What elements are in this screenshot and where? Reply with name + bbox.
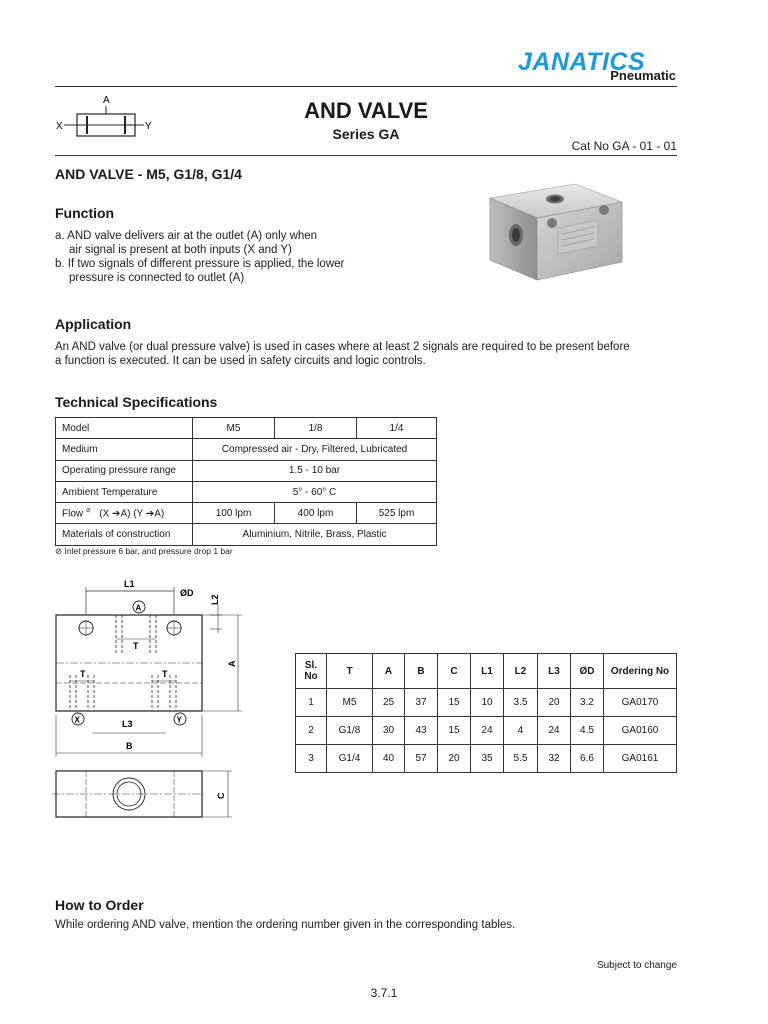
label-t-right: T [162,669,168,679]
dim-cell: 43 [405,717,438,745]
dim-header: C [438,654,471,689]
function-a-line1: a. AND valve delivers air at the outlet (A) only when [55,230,318,242]
function-b-line1: b. If two signals of different pressure is applied, the lower [55,258,345,270]
page-number: 3.7.1 [370,986,398,1000]
dim-cell: 30 [373,717,405,745]
ambient-value: 5° - 60° C [193,481,437,502]
header-divider [55,86,677,87]
dim-cell: 24 [471,717,504,745]
materials-label: Materials of construction [56,524,193,545]
footnote-icon: ⊘ [55,546,63,556]
brand-subtitle: Pneumatic [610,68,676,83]
page-title: AND VALVE [304,98,428,123]
dim-header: L2 [504,654,538,689]
flow-label: Flow [62,508,84,520]
dim-cell: 3.5 [504,689,538,717]
table-row [56,503,437,524]
symbol-label-x: X [56,121,63,132]
flow-g14: 525 lpm [357,503,437,524]
table-row [56,524,437,545]
dim-cell: GA0161 [604,745,677,773]
dim-header: A [373,654,405,689]
series-label: Series GA [332,126,400,142]
dimensions-table [295,653,677,773]
dim-cell: GA0160 [604,717,677,745]
flow-m5: 100 lpm [193,503,275,524]
dim-cell: 1 [296,689,327,717]
brand-logo: JANATICS [518,48,646,76]
label-c: C [216,792,226,799]
flow-detail: (X ➔A) (Y ➔A) [99,508,165,520]
dim-cell: 4 [504,717,538,745]
flow-g18: 400 lpm [275,503,357,524]
product-title: AND VALVE - M5, G1/8, G1/4 [55,166,242,182]
application-line1: An AND valve (or dual pressure valve) is used in cases where at least 2 signals are required to be present before [55,341,630,353]
dim-cell: 57 [405,745,438,773]
label-l1: L1 [124,579,135,589]
footnote-text: Inlet pressure 6 bar, and pressure drop 1 bar [64,546,233,556]
label-a-dim: A [227,660,237,667]
ambient-label: Ambient Temperature [56,481,193,502]
dim-cell: 15 [438,689,471,717]
function-a-line2: air signal is present at both inputs (X and Y) [69,244,292,256]
label-l2: L2 [210,594,220,605]
dim-cell: 35 [471,745,504,773]
application-text [55,340,680,368]
materials-value: Aluminium, Nitrile, Brass, Plastic [193,524,437,545]
model-m5: M5 [193,418,275,439]
medium-value: Compressed air - Dry, Filtered, Lubricated [193,439,437,460]
label-od: ØD [180,588,194,598]
model-g18: 1/8 [275,418,357,439]
dim-header: ØD [571,654,604,689]
table-row [296,745,677,773]
dim-header: Ordering No [604,654,677,689]
dim-cell: 4.5 [571,717,604,745]
dim-cell: GA0170 [604,689,677,717]
dimension-drawing [50,575,250,825]
dim-cell: 24 [538,717,571,745]
dim-cell: 2 [296,717,327,745]
flow-label-cell [56,503,193,524]
dim-cell: 15 [438,717,471,745]
dim-cell: 25 [373,689,405,717]
function-text [55,229,344,285]
flow-note-icon: ⊘ [85,508,91,515]
symbol-label-y: Y [145,121,152,132]
function-heading: Function [55,205,115,221]
dim-header: B [405,654,438,689]
catalog-number: Cat No GA - 01 - 01 [571,139,677,153]
table-row [56,481,437,502]
dim-cell: 32 [538,745,571,773]
model-label: Model [56,418,193,439]
label-l3: L3 [122,719,133,729]
pressure-value: 1.5 - 10 bar [193,460,437,481]
table-row [56,439,437,460]
label-b: B [126,741,133,751]
dim-cell: G1/8 [327,717,373,745]
dim-cell: 3 [296,745,327,773]
application-heading: Application [55,316,132,332]
label-t-top: T [133,641,139,651]
function-b-line2: pressure is connected to outlet (A) [69,272,245,284]
specs-footnote [55,546,233,557]
dim-header: L1 [471,654,504,689]
dim-cell: 3.2 [571,689,604,717]
subject-to-change: Subject to change [596,960,677,971]
application-line2: a function is executed. It can be used in safety circuits and logic controls. [55,355,426,367]
symbol-label-a: A [103,95,110,106]
dimensions-header-row [296,654,677,689]
medium-label: Medium [56,439,193,460]
table-row [296,717,677,745]
label-x-port: X [74,715,80,725]
title-divider [55,155,677,156]
dim-cell: 20 [438,745,471,773]
dim-cell: 5.5 [504,745,538,773]
specs-heading: Technical Specifications [55,394,218,410]
order-text: While ordering AND valve, mention the ordering number given in the corresponding tables. [55,919,516,931]
pressure-label: Operating pressure range [56,460,193,481]
product-photo [480,180,630,285]
table-row [56,418,437,439]
dim-cell: G1/4 [327,745,373,773]
label-t-left: T [80,669,86,679]
specs-table [55,417,437,546]
table-row [296,689,677,717]
dim-cell: M5 [327,689,373,717]
order-heading: How to Order [55,897,144,913]
dim-cell: 37 [405,689,438,717]
dim-cell: 6.6 [571,745,604,773]
dim-cell: 40 [373,745,405,773]
label-y-port: Y [176,715,182,725]
dim-cell: 20 [538,689,571,717]
dim-cell: 10 [471,689,504,717]
label-a-port: A [135,603,142,613]
table-row [56,460,437,481]
dim-header: T [327,654,373,689]
dim-header: L3 [538,654,571,689]
dim-header: Sl. No [296,654,327,689]
model-g14: 1/4 [357,418,437,439]
